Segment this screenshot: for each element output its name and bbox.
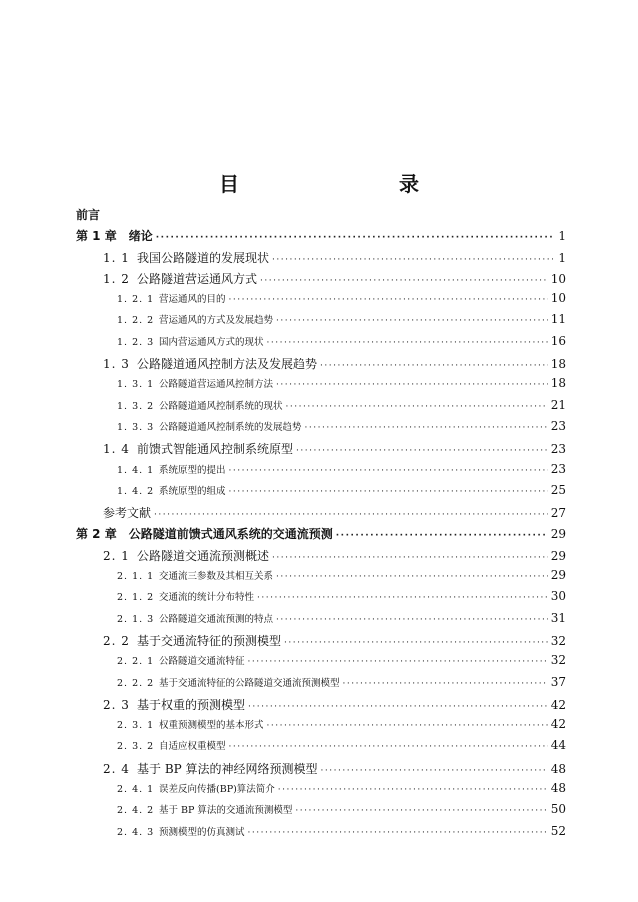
dot-leader (296, 446, 548, 456)
toc-entry[interactable] (76, 334, 566, 355)
dot-leader (229, 742, 548, 752)
toc-entry-title: 我国公路隧道的发展现状 (137, 250, 270, 265)
toc-entry[interactable] (76, 760, 566, 781)
toc-entry-page-number: 44 (550, 738, 566, 753)
dot-leader (295, 806, 547, 816)
toc-entry-title: 前言 (76, 208, 101, 222)
dot-leader (276, 572, 548, 582)
dot-leader (272, 255, 553, 265)
page-title: 目 录 (219, 172, 459, 196)
toc-entry[interactable] (76, 462, 566, 483)
dot-leader (284, 638, 548, 648)
toc-entry[interactable] (76, 227, 566, 248)
toc-entry-number: 1. 2 (103, 271, 130, 286)
dot-leader (229, 487, 548, 497)
toc-entry-number: 2. 2 (103, 633, 130, 648)
toc-entry[interactable] (76, 824, 566, 845)
toc-entry-title: 公路隧道通风控制方法及发展趋势 (137, 357, 318, 372)
toc-entry-number: 1. 4 (103, 442, 130, 457)
toc-entry-number: 2. 4. 1 (117, 784, 155, 796)
toc-entry[interactable] (76, 653, 566, 674)
toc-entry-title: 系统原型的组成 (159, 485, 226, 497)
toc-entry-page-number: 29 (550, 568, 566, 583)
dot-leader (278, 785, 548, 795)
toc-entry-title: 交通流三参数及其相互关系 (159, 571, 274, 583)
toc-entry-page-number: 1 (558, 250, 566, 265)
toc-entry-number: 2. 1 (103, 548, 130, 563)
toc-entry-page-number: 23 (550, 461, 566, 476)
toc-entry-title: 公路隧道交通流预测的特点 (159, 613, 274, 625)
toc-entry-title: 公路隧道营运通风控制方法 (159, 379, 274, 391)
toc-entry-title: 公路隧道交通流预测概述 (137, 548, 270, 563)
dot-leader (336, 531, 548, 541)
toc-entry[interactable] (76, 611, 566, 632)
toc-entry-page-number: 29 (550, 548, 566, 563)
dot-leader (248, 702, 548, 712)
toc-entry-page-number: 11 (550, 312, 566, 327)
toc-entry-page-number: 18 (550, 376, 566, 391)
dot-leader (229, 466, 548, 476)
toc-entry-title: 自适应权重模型 (159, 741, 226, 753)
dot-leader (156, 233, 553, 243)
toc-entry-title: 系统原型的提出 (159, 464, 226, 476)
toc-entry-number: 1. 2. 3 (117, 336, 155, 348)
dot-leader (257, 593, 548, 603)
toc-entry[interactable] (76, 568, 566, 589)
toc-entry-page-number: 1 (558, 229, 566, 244)
toc-entry-title: 基于交通流特征的公路隧道交通流预测模型 (159, 677, 340, 689)
dot-leader (248, 657, 548, 667)
toc-entry-title: 营运通风的目的 (159, 294, 226, 306)
toc-entry-page-number: 31 (550, 610, 566, 625)
toc-entry[interactable] (76, 589, 566, 610)
toc-entry-number: 2. 4. 2 (117, 805, 155, 817)
toc-entry-page-number: 27 (550, 506, 566, 521)
toc-entry[interactable] (76, 419, 566, 440)
toc-entry-title: 参考文献 (103, 506, 152, 521)
toc-entry-title: 基于权重的预测模型 (137, 697, 246, 712)
toc-entry-title: 公路隧道通风控制系统的发展趋势 (159, 421, 302, 433)
toc-entry-number: 2. 4 (103, 761, 130, 776)
toc-entry-title: 权重预测模型的基本形式 (159, 720, 264, 732)
toc-entry-page-number: 29 (550, 527, 566, 542)
toc-entry[interactable] (76, 376, 566, 397)
toc-entry[interactable] (76, 525, 566, 546)
toc-entry-number: 2. 2. 1 (117, 656, 155, 668)
toc-entry-title: 基于 BP 算法的交通流预测模型 (159, 805, 293, 817)
dot-leader (272, 553, 548, 563)
toc-entry-page-number: 21 (550, 397, 566, 412)
dot-leader (276, 615, 548, 625)
toc-entry-title: 公路隧道交通流特征 (159, 656, 245, 668)
toc-entry[interactable] (76, 675, 566, 696)
toc-entry-page-number: 42 (550, 717, 566, 732)
toc-entry-number: 2. 1. 1 (117, 571, 155, 583)
toc-entry-title: 公路隧道前馈式通风系统的交通流预测 (128, 527, 333, 542)
dot-leader (276, 380, 548, 390)
toc-entry-page-number: 25 (550, 482, 566, 497)
dot-leader (286, 402, 548, 412)
toc-entry-number: 1. 4. 2 (117, 485, 155, 497)
toc-entry-title: 公路隧道通风控制系统的现状 (159, 400, 283, 412)
toc-entry[interactable] (76, 632, 566, 653)
toc-entry-page-number: 16 (550, 333, 566, 348)
toc-entry[interactable] (76, 717, 566, 738)
toc-entry-number: 2. 3. 1 (117, 720, 155, 732)
toc-entry-page-number: 42 (550, 697, 566, 712)
toc-entry-number: 2. 1. 2 (117, 592, 155, 604)
toc-entry-title: 基于 BP 算法的神经网络预测模型 (137, 761, 318, 776)
dot-leader (248, 828, 548, 838)
dot-leader (260, 276, 548, 286)
toc-entry-page-number: 48 (550, 781, 566, 796)
toc-entry-page-number: 23 (550, 418, 566, 433)
toc-entry-number: 1. 3. 1 (117, 379, 155, 391)
toc-entry-title: 交通流的统计分布特性 (159, 592, 255, 604)
toc-entry[interactable] (76, 802, 566, 823)
toc-entry-title: 绪论 (128, 229, 153, 244)
toc-entry-page-number: 52 (550, 823, 566, 838)
toc-entry[interactable] (76, 696, 566, 717)
toc-entry-page-number: 37 (550, 674, 566, 689)
toc-entry[interactable] (76, 398, 566, 419)
toc-entry-page-number: 48 (550, 761, 566, 776)
toc-entry[interactable] (76, 206, 566, 227)
toc-entry-title: 公路隧道营运通风方式 (137, 271, 258, 286)
toc-entry[interactable] (76, 270, 566, 291)
toc-entry-number: 2. 3. 2 (117, 741, 155, 753)
toc-entry-title: 误差反向传播(BP)算法简介 (159, 784, 275, 796)
toc-entry-page-number: 32 (550, 653, 566, 668)
toc-entry-number: 2. 2. 2 (117, 677, 155, 689)
dot-leader (343, 679, 548, 689)
toc-entry[interactable] (76, 738, 566, 759)
toc-entry-number: 1. 2. 2 (117, 315, 155, 327)
toc-entry-number: 2. 4. 3 (117, 826, 155, 838)
toc-entry-page-number: 18 (550, 357, 566, 372)
dot-leader (229, 295, 548, 305)
toc-entry-number: 1. 3. 3 (117, 421, 155, 433)
toc-entry-number: 2. 1. 3 (117, 613, 155, 625)
toc-entry-page-number: 10 (550, 271, 566, 286)
toc-entry[interactable] (76, 547, 566, 568)
toc-entry[interactable] (76, 483, 566, 504)
toc-entry-title: 预测模型的仿真测试 (159, 826, 245, 838)
toc-entry-number: 第 1 章 (76, 229, 117, 244)
toc-entry-page-number: 32 (550, 633, 566, 648)
toc-entry-page-number: 23 (550, 442, 566, 457)
toc-entry-page-number: 30 (550, 589, 566, 604)
toc-entry-title: 基于交通流特征的预测模型 (137, 633, 282, 648)
toc-entry-page-number: 10 (550, 291, 566, 306)
toc-entry-page-number: 50 (550, 802, 566, 817)
toc-entry-number: 2. 3 (103, 697, 130, 712)
toc-entry-title: 营运通风的方式及发展趋势 (159, 315, 274, 327)
dot-leader (305, 423, 548, 433)
toc-entry-title: 前馈式智能通风控制系统原型 (137, 442, 294, 457)
toc-entry[interactable] (76, 781, 566, 802)
dot-leader (321, 766, 548, 776)
toc-entry-title: 国内营运通风方式的现状 (159, 336, 264, 348)
toc-entry-number: 第 2 章 (76, 527, 117, 542)
toc-entry[interactable] (76, 291, 566, 312)
toc-entry[interactable] (76, 355, 566, 376)
table-of-contents (76, 206, 566, 845)
dot-leader (320, 361, 548, 371)
toc-entry[interactable] (76, 249, 566, 270)
dot-leader (154, 510, 548, 520)
toc-entry[interactable] (76, 312, 566, 333)
dot-leader (267, 721, 548, 731)
toc-entry-number: 1. 3 (103, 357, 130, 372)
toc-entry-number: 1. 2. 1 (117, 294, 155, 306)
dot-leader (267, 338, 548, 348)
toc-entry-number: 1. 3. 2 (117, 400, 155, 412)
toc-entry[interactable] (76, 440, 566, 461)
toc-entry-number: 1. 4. 1 (117, 464, 155, 476)
toc-entry[interactable] (76, 504, 566, 525)
dot-leader (276, 316, 548, 326)
toc-entry-number: 1. 1 (103, 250, 130, 265)
